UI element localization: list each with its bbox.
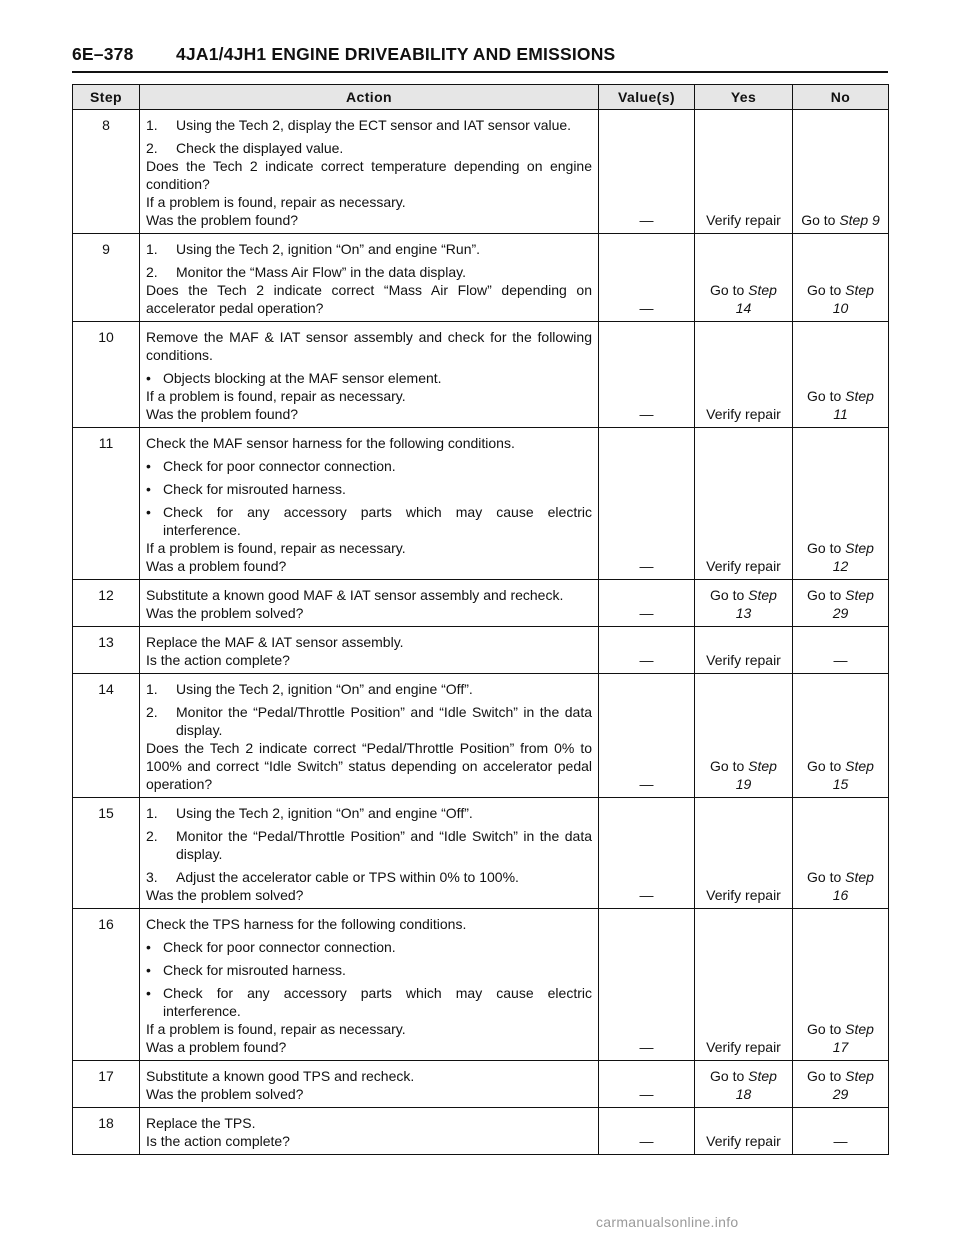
yes-cell: Verify repair — [695, 798, 793, 909]
value-cell: — — [599, 110, 695, 234]
page-header — [72, 44, 615, 65]
table-row — [73, 627, 889, 674]
yes-cell: Verify repair — [695, 110, 793, 234]
action-cell — [140, 798, 599, 909]
action-cell — [140, 580, 599, 627]
column-header-action: Action — [140, 85, 599, 110]
action-bullet: • Check for poor connector connection. — [146, 458, 396, 474]
action-substep: 1. Using the Tech 2, ignition “On” and engine “Off”. — [146, 805, 473, 821]
no-cell: Go to Step 29 — [793, 1061, 889, 1108]
value-cell: — — [599, 674, 695, 798]
step-link: Step 13 — [735, 587, 777, 621]
action-text: Substitute a known good TPS and recheck. — [146, 1068, 415, 1084]
action-question: Does the Tech 2 indicate correct “Mass Air Flow” depending on accelerator pedal operation? — [146, 282, 592, 316]
no-cell: Go to Step 15 — [793, 674, 889, 798]
action-substep: 2. Monitor the “Mass Air Flow” in the data display. — [146, 264, 466, 280]
column-header-no: No — [793, 85, 889, 110]
header-rule — [72, 71, 888, 73]
value-cell: — — [599, 428, 695, 580]
step-link: Step 11 — [833, 388, 874, 422]
value-cell: — — [599, 1108, 695, 1155]
action-substep: 2. Check the displayed value. — [146, 140, 344, 156]
action-cell — [140, 234, 599, 322]
table-row — [73, 1061, 889, 1108]
yes-cell: Go to Step 18 — [695, 1061, 793, 1108]
no-cell: Go to Step 9 — [793, 110, 889, 234]
step-number: 14 — [73, 674, 140, 798]
yes-cell: Go to Step 13 — [695, 580, 793, 627]
step-link: Step 29 — [832, 587, 874, 621]
step-number: 9 — [73, 234, 140, 322]
table-row — [73, 580, 889, 627]
action-cell — [140, 110, 599, 234]
step-number: 10 — [73, 322, 140, 428]
no-cell: — — [793, 1108, 889, 1155]
step-number: 13 — [73, 627, 140, 674]
yes-cell: Verify repair — [695, 428, 793, 580]
step-link: Step 18 — [735, 1068, 777, 1102]
yes-cell: Go to Step 14 — [695, 234, 793, 322]
table-row — [73, 674, 889, 798]
step-link: Step 12 — [832, 540, 874, 574]
value-cell: — — [599, 234, 695, 322]
action-bullet: • Check for misrouted harness. — [146, 481, 346, 497]
action-substep: 2. Monitor the “Pedal/Throttle Position” and “Idle Switch” in the data display. — [146, 704, 592, 738]
table-row — [73, 1108, 889, 1155]
action-intro: Check the MAF sensor harness for the following conditions. — [146, 435, 515, 451]
column-header-yes: Yes — [695, 85, 793, 110]
table-row — [73, 909, 889, 1061]
yes-cell: Verify repair — [695, 627, 793, 674]
value-cell: — — [599, 627, 695, 674]
action-cell — [140, 1061, 599, 1108]
action-substep: 1. Using the Tech 2, ignition “On” and engine “Run”. — [146, 241, 481, 257]
action-bullet: • Check for misrouted harness. — [146, 962, 346, 978]
step-link: Step 15 — [832, 758, 874, 792]
value-cell: — — [599, 1061, 695, 1108]
action-text: If a problem is found, repair as necessary. — [146, 1021, 406, 1037]
action-text: If a problem is found, repair as necessary. — [146, 388, 406, 404]
action-cell — [140, 1108, 599, 1155]
action-question: Is the action complete? — [146, 652, 290, 668]
step-number: 11 — [73, 428, 140, 580]
step-number: 18 — [73, 1108, 140, 1155]
action-bullet: • Objects blocking at the MAF sensor element. — [146, 370, 442, 386]
action-question: Was the problem found? — [146, 406, 299, 422]
table-header-row — [73, 85, 889, 110]
step-link: Step 19 — [735, 758, 777, 792]
table-row — [73, 322, 889, 428]
action-text: Does the Tech 2 indicate correct temperature depending on engine condition? — [146, 158, 592, 192]
action-question: Was a problem found? — [146, 558, 287, 574]
table-row — [73, 234, 889, 322]
step-number: 17 — [73, 1061, 140, 1108]
step-link: Step 9 — [839, 212, 880, 228]
action-question: Was a problem found? — [146, 1039, 287, 1055]
action-bullet: • Check for poor connector connection. — [146, 939, 396, 955]
no-cell: Go to Step 10 — [793, 234, 889, 322]
column-header-values: Value(s) — [599, 85, 695, 110]
value-cell: — — [599, 798, 695, 909]
step-link: Step 16 — [832, 869, 874, 903]
no-cell: Go to Step 12 — [793, 428, 889, 580]
action-cell — [140, 909, 599, 1061]
step-link: Step 29 — [832, 1068, 874, 1102]
table-row — [73, 110, 889, 234]
action-bullet: • Check for any accessory parts which may cause electric interference. — [146, 504, 592, 538]
action-cell — [140, 627, 599, 674]
action-intro: Remove the MAF & IAT sensor assembly and check for the following conditions. — [146, 329, 592, 363]
action-substep: 1. Using the Tech 2, ignition “On” and engine “Off”. — [146, 681, 473, 697]
step-number: 15 — [73, 798, 140, 909]
watermark: carmanualsonline.info — [596, 1214, 739, 1230]
action-intro: Check the TPS harness for the following conditions. — [146, 916, 467, 932]
action-question: Was the problem solved? — [146, 1086, 304, 1102]
action-substep: 3. Adjust the accelerator cable or TPS within 0% to 100%. — [146, 869, 519, 885]
action-question: Was the problem solved? — [146, 605, 304, 621]
value-cell: — — [599, 322, 695, 428]
yes-cell: Go to Step 19 — [695, 674, 793, 798]
page-title: 4JA1/4JH1 ENGINE DRIVEABILITY AND EMISSIONS — [176, 44, 616, 64]
no-cell: Go to Step 17 — [793, 909, 889, 1061]
table-row — [73, 428, 889, 580]
no-cell: — — [793, 627, 889, 674]
action-question: Was the problem found? — [146, 212, 299, 228]
table-row — [73, 798, 889, 909]
step-link: Step 17 — [832, 1021, 874, 1055]
action-substep: 1. Using the Tech 2, display the ECT sensor and IAT sensor value. — [146, 117, 572, 133]
column-header-step: Step — [73, 85, 140, 110]
action-cell — [140, 428, 599, 580]
value-cell: — — [599, 580, 695, 627]
diagnostic-table — [72, 84, 889, 1155]
action-cell — [140, 322, 599, 428]
page-number: 6E–378 — [72, 44, 134, 64]
action-text: If a problem is found, repair as necessary. — [146, 540, 406, 556]
action-question: Was the problem solved? — [146, 887, 304, 903]
action-bullet: • Check for any accessory parts which may cause electric interference. — [146, 985, 592, 1019]
action-cell — [140, 674, 599, 798]
step-number: 12 — [73, 580, 140, 627]
no-cell: Go to Step 16 — [793, 798, 889, 909]
action-text: Replace the TPS. — [146, 1115, 256, 1131]
value-cell: — — [599, 909, 695, 1061]
action-substep: 2. Monitor the “Pedal/Throttle Position” and “Idle Switch” in the data display. — [146, 828, 592, 862]
yes-cell: Verify repair — [695, 909, 793, 1061]
action-text: If a problem is found, repair as necessary. — [146, 194, 406, 210]
step-link: Step 14 — [735, 282, 777, 316]
yes-cell: Verify repair — [695, 322, 793, 428]
step-link: Step 10 — [832, 282, 874, 316]
action-question: Does the Tech 2 indicate correct “Pedal/Throttle Position” from 0% to 100% and correct “Idle Switch” status depending on accelerator pedal operation? — [146, 740, 592, 792]
action-text: Substitute a known good MAF & IAT sensor assembly and recheck. — [146, 587, 564, 603]
yes-cell: Verify repair — [695, 1108, 793, 1155]
step-number: 16 — [73, 909, 140, 1061]
action-text: Replace the MAF & IAT sensor assembly. — [146, 634, 404, 650]
no-cell: Go to Step 29 — [793, 580, 889, 627]
step-number: 8 — [73, 110, 140, 234]
no-cell: Go to Step 11 — [793, 322, 889, 428]
action-question: Is the action complete? — [146, 1133, 290, 1149]
